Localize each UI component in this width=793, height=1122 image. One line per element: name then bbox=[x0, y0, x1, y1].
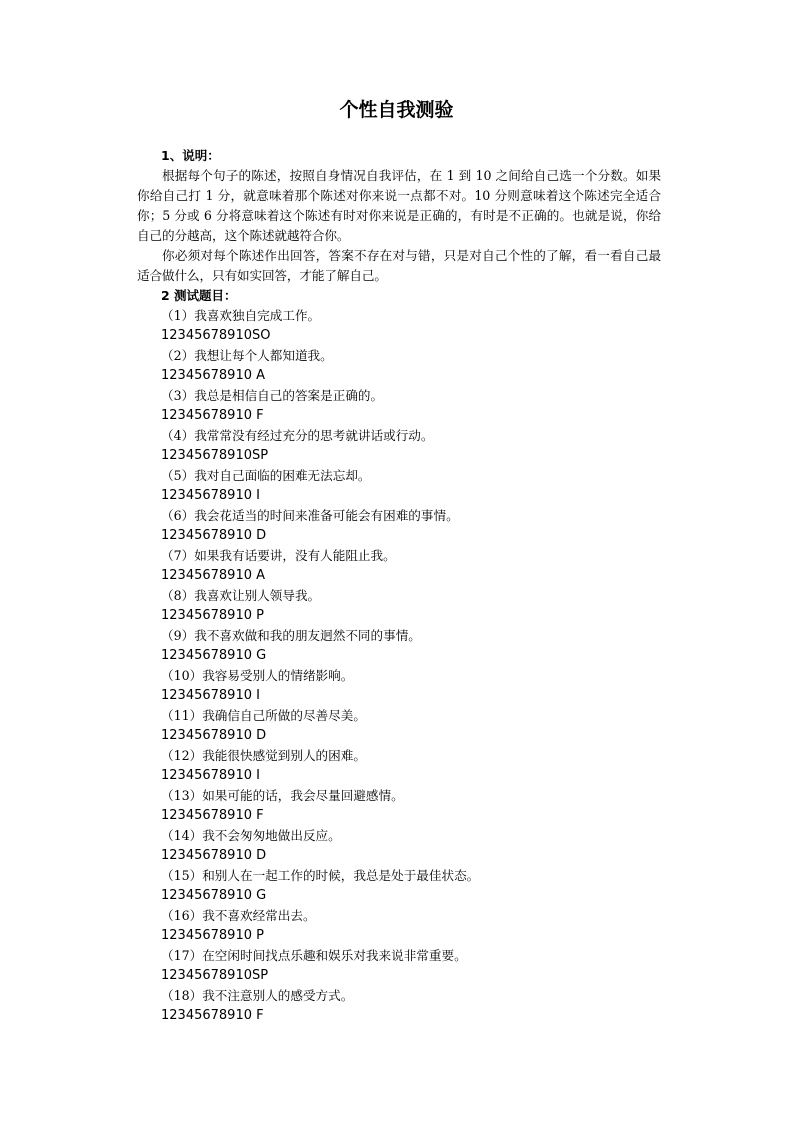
question-item bbox=[137, 826, 661, 866]
rating-scale: 12345678910 A bbox=[161, 368, 266, 383]
question-text: （5）我对自己面临的困难无法忘却。 bbox=[161, 468, 371, 483]
question-item bbox=[137, 506, 661, 546]
question-item bbox=[137, 586, 661, 626]
question-text: （11）我确信自己所做的尽善尽美。 bbox=[161, 708, 366, 723]
question-item bbox=[137, 946, 661, 986]
rating-scale: 12345678910 P bbox=[161, 928, 264, 943]
question-text: （14）我不会匆匆地做出反应。 bbox=[161, 828, 341, 843]
section-heading-questions: 2 测试题目： bbox=[161, 288, 237, 303]
question-text: （7）如果我有话要讲，没有人能阻止我。 bbox=[161, 548, 396, 563]
question-text: （9）我不喜欢做和我的朋友迥然不同的事情。 bbox=[161, 628, 421, 643]
question-text: （4）我常常没有经过充分的思考就讲话或行动。 bbox=[161, 428, 434, 443]
question-text: （8）我喜欢让别人领导我。 bbox=[161, 588, 321, 603]
rating-scale: 12345678910 G bbox=[161, 648, 267, 663]
rating-scale: 12345678910 I bbox=[161, 688, 260, 703]
question-item bbox=[137, 706, 661, 746]
question-item bbox=[137, 666, 661, 706]
rating-scale: 12345678910 F bbox=[161, 808, 264, 823]
document-title: 个性自我测验 bbox=[339, 99, 454, 121]
rating-scale: 12345678910SP bbox=[161, 968, 269, 983]
rating-scale: 12345678910 I bbox=[161, 768, 260, 783]
question-list bbox=[137, 306, 661, 1026]
question-text: （15）和别人在一起工作的时候，我总是处于最佳状态。 bbox=[161, 868, 480, 883]
rating-scale: 12345678910 D bbox=[161, 848, 267, 863]
rating-scale: 12345678910 G bbox=[161, 888, 267, 903]
question-item bbox=[137, 466, 661, 506]
question-text: （6）我会花适当的时间来准备可能会有困难的事情。 bbox=[161, 508, 459, 523]
question-item bbox=[137, 346, 661, 386]
question-text: （16）我不喜欢经常出去。 bbox=[161, 908, 316, 923]
instructions-paragraph-1: 根据每个句子的陈述，按照自身情况自我评估，在 1 到 10 之间给自己选一个分数。如果你给自己打 1 分，就意味着那个陈述对你来说一点都不对。10 分则意味着这个陈述完全适合你；5 分或 6 分将意味着这个陈述有时对你来说是正确的，有时是不正确的。也就是说，你给自己的分越高，这个陈述就越符合你。 bbox=[137, 168, 661, 243]
question-item bbox=[137, 306, 661, 346]
question-text: （13）如果可能的话，我会尽量回避感情。 bbox=[161, 788, 404, 803]
rating-scale: 12345678910SO bbox=[161, 328, 271, 343]
question-item bbox=[137, 386, 661, 426]
question-item bbox=[137, 986, 661, 1026]
instructions-paragraph-2: 你必须对每个陈述作出回答，答案不存在对与错，只是对自己个性的了解，看一看自己最适合做什么，只有如实回答，才能了解自己。 bbox=[137, 248, 661, 283]
question-item bbox=[137, 426, 661, 466]
rating-scale: 12345678910 F bbox=[161, 1008, 264, 1023]
question-text: （1）我喜欢独自完成工作。 bbox=[161, 308, 321, 323]
question-text: （10）我容易受别人的情绪影响。 bbox=[161, 668, 354, 683]
question-item bbox=[137, 786, 661, 826]
question-item bbox=[137, 626, 661, 666]
rating-scale: 12345678910 F bbox=[161, 408, 264, 423]
question-text: （2）我想让每个人都知道我。 bbox=[161, 348, 333, 363]
question-text: （12）我能很快感觉到别人的困难。 bbox=[161, 748, 366, 763]
section-heading-instructions: 1、说明： bbox=[161, 148, 220, 163]
question-item bbox=[137, 546, 661, 586]
question-text: （18）我不注意别人的感受方式。 bbox=[161, 988, 354, 1003]
rating-scale: 12345678910 D bbox=[161, 528, 267, 543]
question-text: （3）我总是相信自己的答案是正确的。 bbox=[161, 388, 384, 403]
question-item bbox=[137, 906, 661, 946]
rating-scale: 12345678910 I bbox=[161, 488, 260, 503]
rating-scale: 12345678910 P bbox=[161, 608, 264, 623]
document-body bbox=[137, 146, 661, 1026]
rating-scale: 12345678910 D bbox=[161, 728, 267, 743]
rating-scale: 12345678910SP bbox=[161, 448, 269, 463]
rating-scale: 12345678910 A bbox=[161, 568, 266, 583]
question-item bbox=[137, 746, 661, 786]
question-item bbox=[137, 866, 661, 906]
question-text: （17）在空闲时间找点乐趣和娱乐对我来说非常重要。 bbox=[161, 948, 467, 963]
